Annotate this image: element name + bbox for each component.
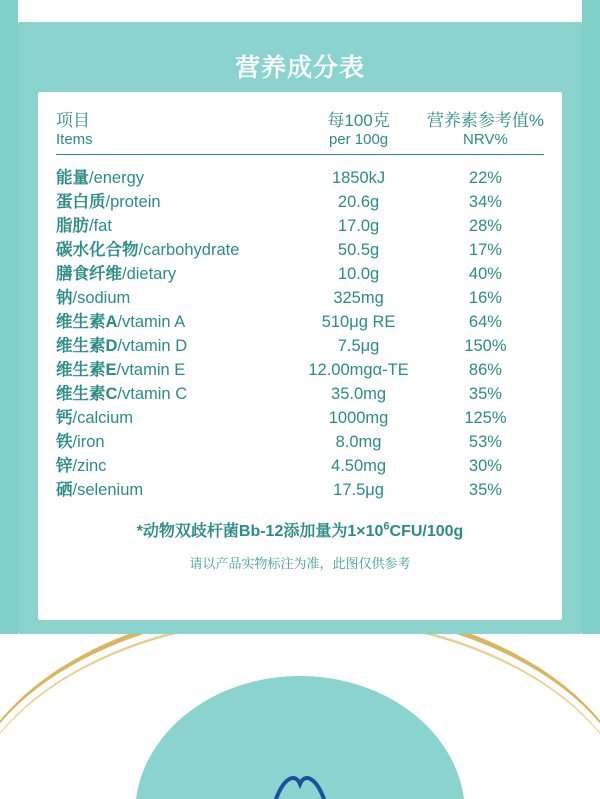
row-value: 35.0mg: [331, 385, 387, 403]
row-nrv: 30%: [468, 457, 502, 475]
row-nrv: 53%: [468, 433, 502, 451]
row-value: 10.0g: [337, 265, 380, 283]
brand-mark-icon: [269, 772, 331, 799]
row-label-en: /sodium: [72, 289, 131, 307]
footnote-suffix: CFU/100g: [389, 523, 464, 540]
row-label-en: /zinc: [72, 457, 107, 475]
row-label: [56, 164, 290, 188]
row-label-en: /selenium: [72, 481, 144, 499]
row-nrv: 64%: [468, 313, 502, 331]
row-label-cn: 硒: [56, 481, 73, 499]
row-label-cn: 维生素D: [56, 337, 118, 355]
row-label-en: /dietary: [122, 265, 177, 283]
row-label: [56, 188, 290, 212]
row-label-cn: 钙: [56, 409, 73, 427]
table-row: [56, 476, 544, 500]
row-label-en: /iron: [72, 433, 105, 451]
row-nrv: 40%: [468, 265, 502, 283]
row-label-en: /vtamin E: [116, 361, 186, 379]
row-nrv: 17%: [468, 241, 502, 259]
package-bottom-artwork: [0, 634, 600, 799]
nutrition-panel: [38, 92, 562, 620]
header-item-cn: 项目: [56, 111, 90, 130]
row-label: [56, 308, 290, 332]
row-label-en: /vtamin D: [117, 337, 188, 355]
row-value: 1850kJ: [331, 169, 386, 187]
row-label: [56, 428, 290, 452]
header-per100g-en: per 100g: [328, 131, 389, 148]
row-nrv: 86%: [468, 361, 502, 379]
row-label-cn: 脂肪: [56, 217, 89, 235]
footnote-exponent: 6: [383, 520, 390, 533]
row-nrv: 28%: [468, 217, 502, 235]
header-per100g-cn: 每100克: [327, 111, 390, 130]
row-label: [56, 212, 290, 236]
footnote-prefix: *动物双歧杆菌Bb-12添加量为1×10: [136, 523, 384, 540]
row-label: [56, 452, 290, 476]
row-label: [56, 260, 290, 284]
table-row: [56, 356, 544, 380]
header-item-en: Items: [56, 131, 93, 148]
row-label-cn: 蛋白质: [56, 193, 106, 211]
table-row: [56, 452, 544, 476]
row-value: 8.0mg: [335, 433, 382, 451]
footnote: [56, 518, 544, 541]
row-value: 17.5μg: [333, 481, 384, 499]
nutrition-card: [18, 22, 582, 634]
row-label-cn: 能量: [56, 169, 89, 187]
row-label: [56, 236, 290, 260]
row-label-cn: 钠: [56, 289, 73, 307]
table-row: [56, 428, 544, 452]
row-nrv: 35%: [468, 385, 502, 403]
row-nrv: 35%: [468, 481, 502, 499]
row-value: 7.5μg: [337, 337, 380, 355]
table-row: [56, 332, 544, 356]
row-value: 4.50mg: [331, 457, 387, 475]
row-value: 12.00mgα-TE: [308, 361, 409, 379]
row-label-cn: 维生素A: [56, 313, 118, 331]
table-row: [56, 164, 544, 188]
disclaimer-text: 请以产品实物标注为准，此图仅供参考: [189, 556, 411, 571]
row-value: 1000mg: [328, 409, 389, 427]
row-label-en: /carbohydrate: [138, 241, 240, 259]
page-title: 营养成分表: [234, 54, 365, 82]
row-label: [56, 476, 290, 500]
row-nrv: 150%: [464, 337, 507, 355]
row-label: [56, 332, 290, 356]
row-label-cn: 维生素C: [56, 385, 118, 403]
row-value: 17.0g: [337, 217, 380, 235]
row-label-en: /protein: [105, 193, 161, 211]
header-nrv-cn: 营养素参考值%: [426, 111, 544, 130]
table-header-row-en: [56, 131, 544, 148]
table-row: [56, 404, 544, 428]
table-row: [56, 380, 544, 404]
table-row: [56, 236, 544, 260]
row-value: 20.6g: [337, 193, 380, 211]
row-label-cn: 碳水化合物: [56, 241, 139, 259]
row-label: [56, 356, 290, 380]
row-nrv: 34%: [468, 193, 502, 211]
row-label: [56, 404, 290, 428]
table-spacer: [56, 154, 544, 164]
row-value: 50.5g: [337, 241, 380, 259]
row-nrv: 16%: [468, 289, 502, 307]
row-nrv: 22%: [468, 169, 502, 187]
row-label-cn: 维生素E: [56, 361, 117, 379]
row-label-en: /vtamin A: [117, 313, 186, 331]
row-label-cn: 铁: [56, 433, 73, 451]
row-value: 325mg: [333, 289, 384, 307]
row-label-en: /vtamin C: [117, 385, 188, 403]
row-label-en: /energy: [89, 169, 145, 187]
row-nrv: 125%: [464, 409, 507, 427]
table-row: [56, 308, 544, 332]
header-nrv-en: NRV%: [463, 131, 508, 148]
nutrition-table: [56, 106, 544, 500]
table-header-row-cn: [56, 106, 544, 131]
row-label: [56, 380, 290, 404]
row-value: 510μg RE: [321, 313, 396, 331]
row-label: [56, 284, 290, 308]
table-row: [56, 212, 544, 236]
table-row: [56, 284, 544, 308]
row-label-en: /fat: [89, 217, 112, 235]
table-row: [56, 260, 544, 284]
row-label-cn: 膳食纤维: [56, 265, 122, 283]
row-label-cn: 锌: [56, 457, 73, 475]
table-row: [56, 188, 544, 212]
row-label-en: /calcium: [72, 409, 134, 427]
